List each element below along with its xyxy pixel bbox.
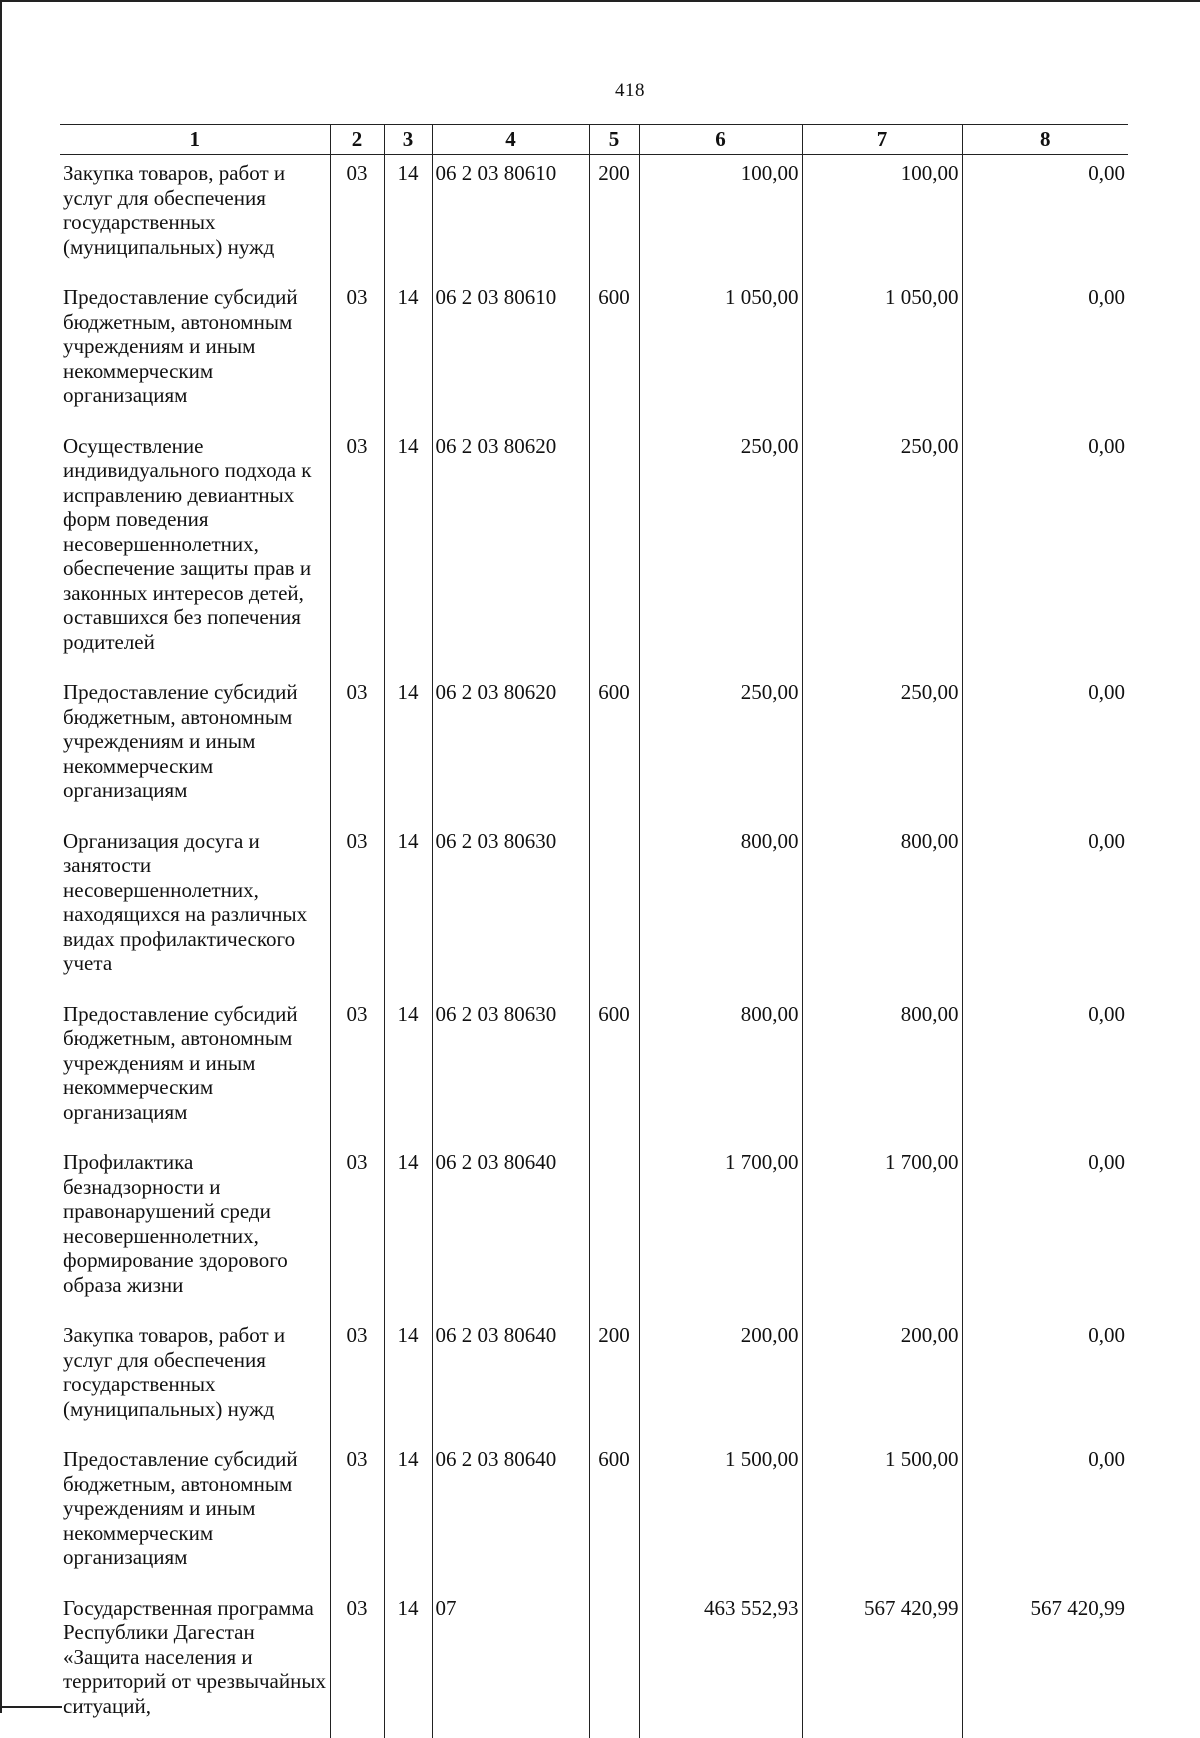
target-article-code: 07 — [432, 1590, 589, 1738]
expense-type-code — [589, 1144, 639, 1317]
header-row — [60, 125, 1128, 155]
expense-type-code: 200 — [589, 155, 639, 280]
section-code: 03 — [330, 428, 384, 675]
column-header-5: 5 — [589, 125, 639, 155]
expense-type-code: 200 — [589, 1317, 639, 1441]
subsection-code: 14 — [384, 674, 432, 823]
target-article-code: 06 2 03 80640 — [432, 1144, 589, 1317]
page-number: 418 — [0, 80, 1200, 102]
amount-col-8: 0,00 — [962, 1144, 1128, 1317]
amount-col-6: 200,00 — [639, 1317, 802, 1441]
section-code: 03 — [330, 155, 384, 280]
scan-bottom-mark — [0, 1706, 62, 1708]
target-article-code: 06 2 03 80630 — [432, 996, 589, 1145]
amount-col-7: 100,00 — [802, 155, 962, 280]
section-code: 03 — [330, 279, 384, 428]
item-name: Предоставление субсидий бюджетным, автономным учреждениям и иным некоммерческим организациям — [60, 996, 330, 1145]
expense-type-code: 600 — [589, 996, 639, 1145]
table-row — [60, 996, 1128, 1145]
subsection-code: 14 — [384, 996, 432, 1145]
expense-type-code — [589, 823, 639, 996]
target-article-code: 06 2 03 80620 — [432, 428, 589, 675]
expense-type-code: 600 — [589, 674, 639, 823]
target-article-code: 06 2 03 80640 — [432, 1441, 589, 1590]
column-header-2: 2 — [330, 125, 384, 155]
section-code: 03 — [330, 1144, 384, 1317]
subsection-code: 14 — [384, 279, 432, 428]
column-header-1: 1 — [60, 125, 330, 155]
amount-col-8: 567 420,99 — [962, 1590, 1128, 1738]
amount-col-6: 1 050,00 — [639, 279, 802, 428]
amount-col-7: 1 700,00 — [802, 1144, 962, 1317]
budget-table — [60, 124, 1128, 1738]
amount-col-6: 250,00 — [639, 428, 802, 675]
section-code: 03 — [330, 1441, 384, 1590]
column-header-7: 7 — [802, 125, 962, 155]
subsection-code: 14 — [384, 1317, 432, 1441]
table-row — [60, 155, 1128, 280]
expense-type-code: 600 — [589, 1441, 639, 1590]
target-article-code: 06 2 03 80630 — [432, 823, 589, 996]
amount-col-7: 800,00 — [802, 823, 962, 996]
section-code: 03 — [330, 1590, 384, 1738]
table-header — [60, 125, 1128, 155]
amount-col-7: 1 050,00 — [802, 279, 962, 428]
amount-col-6: 250,00 — [639, 674, 802, 823]
subsection-code: 14 — [384, 428, 432, 675]
section-code: 03 — [330, 1317, 384, 1441]
table-row — [60, 1317, 1128, 1441]
subsection-code: 14 — [384, 1590, 432, 1738]
item-name: Закупка товаров, работ и услуг для обеспечения государственных (муниципальных) нужд — [60, 1317, 330, 1441]
table-row — [60, 428, 1128, 675]
amount-col-7: 800,00 — [802, 996, 962, 1145]
subsection-code: 14 — [384, 823, 432, 996]
subsection-code: 14 — [384, 1441, 432, 1590]
subsection-code: 14 — [384, 155, 432, 280]
amount-col-8: 0,00 — [962, 996, 1128, 1145]
subsection-code: 14 — [384, 1144, 432, 1317]
amount-col-8: 0,00 — [962, 1441, 1128, 1590]
amount-col-7: 250,00 — [802, 674, 962, 823]
amount-col-8: 0,00 — [962, 823, 1128, 996]
amount-col-7: 200,00 — [802, 1317, 962, 1441]
table-row — [60, 279, 1128, 428]
item-name: Организация досуга и занятости несовершеннолетних, находящихся на различных видах профилактического учета — [60, 823, 330, 996]
table-row — [60, 1590, 1128, 1738]
amount-col-7: 1 500,00 — [802, 1441, 962, 1590]
item-name: Предоставление субсидий бюджетным, автономным учреждениям и иным некоммерческим организациям — [60, 279, 330, 428]
table-body — [60, 155, 1128, 1738]
amount-col-6: 1 700,00 — [639, 1144, 802, 1317]
amount-col-8: 0,00 — [962, 279, 1128, 428]
item-name: Предоставление субсидий бюджетным, автономным учреждениям и иным некоммерческим организациям — [60, 1441, 330, 1590]
expense-type-code — [589, 428, 639, 675]
column-header-6: 6 — [639, 125, 802, 155]
table-row — [60, 1441, 1128, 1590]
expense-type-code: 600 — [589, 279, 639, 428]
scan-left-border — [0, 0, 2, 1713]
amount-col-6: 463 552,93 — [639, 1590, 802, 1738]
target-article-code: 06 2 03 80620 — [432, 674, 589, 823]
target-article-code: 06 2 03 80610 — [432, 155, 589, 280]
section-code: 03 — [330, 674, 384, 823]
table-row — [60, 1144, 1128, 1317]
amount-col-6: 800,00 — [639, 823, 802, 996]
amount-col-7: 567 420,99 — [802, 1590, 962, 1738]
target-article-code: 06 2 03 80610 — [432, 279, 589, 428]
amount-col-8: 0,00 — [962, 428, 1128, 675]
column-header-4: 4 — [432, 125, 589, 155]
scan-top-border — [0, 0, 1200, 2]
amount-col-8: 0,00 — [962, 1317, 1128, 1441]
column-header-3: 3 — [384, 125, 432, 155]
section-code: 03 — [330, 823, 384, 996]
column-header-8: 8 — [962, 125, 1128, 155]
item-name: Профилактика безнадзорности и правонарушений среди несовершеннолетних, формирование здорового образа жизни — [60, 1144, 330, 1317]
item-name: Государственная программа Республики Дагестан «Защита населения и территорий от чрезвычайных ситуаций, — [60, 1590, 330, 1738]
expense-type-code — [589, 1590, 639, 1738]
table-row — [60, 823, 1128, 996]
amount-col-6: 800,00 — [639, 996, 802, 1145]
table-row — [60, 674, 1128, 823]
item-name: Осуществление индивидуального подхода к исправлению девиантных форм поведения несовершеннолетних, обеспечение защиты прав и законных интересов детей, оставшихся без попечения родителей — [60, 428, 330, 675]
item-name: Закупка товаров, работ и услуг для обеспечения государственных (муниципальных) нужд — [60, 155, 330, 280]
section-code: 03 — [330, 996, 384, 1145]
amount-col-8: 0,00 — [962, 674, 1128, 823]
amount-col-8: 0,00 — [962, 155, 1128, 280]
target-article-code: 06 2 03 80640 — [432, 1317, 589, 1441]
amount-col-7: 250,00 — [802, 428, 962, 675]
amount-col-6: 1 500,00 — [639, 1441, 802, 1590]
amount-col-6: 100,00 — [639, 155, 802, 280]
item-name: Предоставление субсидий бюджетным, автономным учреждениям и иным некоммерческим организациям — [60, 674, 330, 823]
